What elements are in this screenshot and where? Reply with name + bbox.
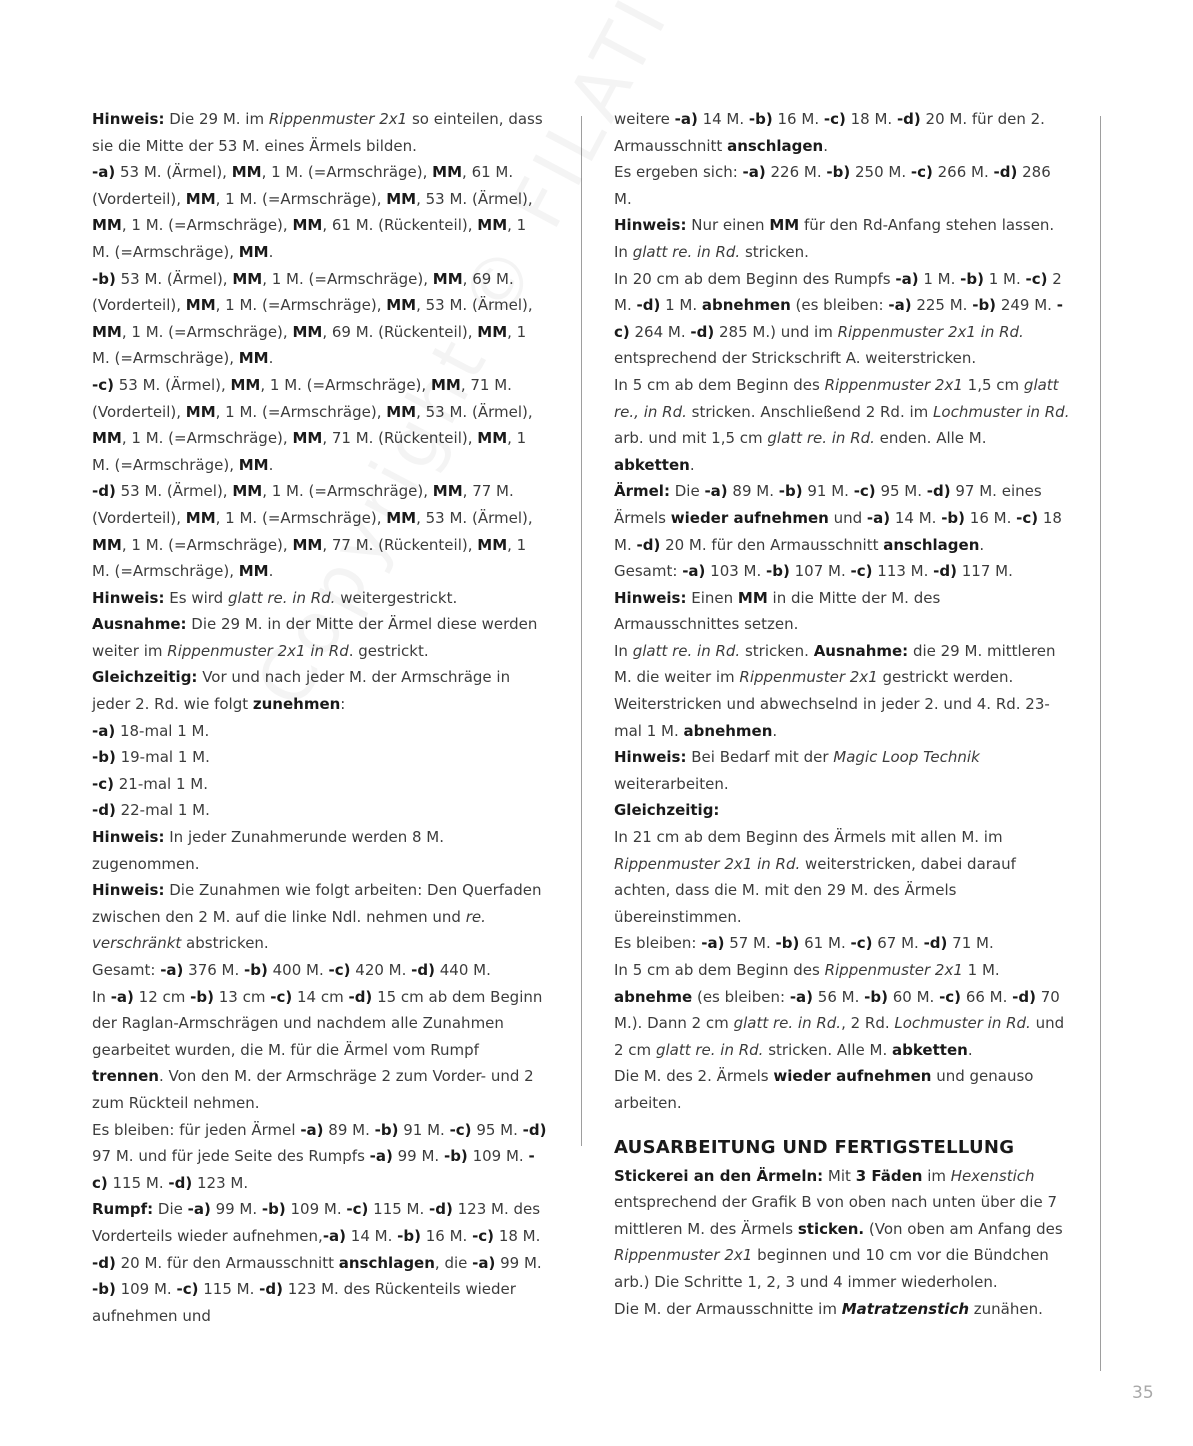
finishing-instructions xyxy=(614,1163,1070,1323)
paragraph: -a) 18-mal 1 M. xyxy=(92,721,210,740)
paragraph: -c) 53 M. (Ärmel), MM, 1 M. (=Armschräge), MM, 71 M. (Vorderteil), MM, 1 M. (=Armschräge), MM, 53 M. (Ärmel), MM, 1 M. (=Armschräge), MM, 71 M. (Rückenteil), MM, 1 M. (=Armschräge), MM. xyxy=(92,375,533,474)
instructions-continued xyxy=(614,106,1070,1117)
paragraph: Ärmel: Die -a) 89 M. -b) 91 M. -c) 95 M. -d) 97 M. eines Ärmels wieder aufnehmen und -a) 14 M. -b) 16 M. -c) 18 M. -d) 20 M. für den Armausschnitt anschlagen. xyxy=(614,482,1062,554)
paragraph: In 21 cm ab dem Beginn des Ärmels mit allen M. im Rippenmuster 2x1 in Rd. weiterstricken, dabei darauf achten, dass die M. mit den 29 M. des Ärmels übereinstimmen. xyxy=(614,828,1016,926)
paragraph: Hinweis: Nur einen MM für den Rd-Anfang stehen lassen. xyxy=(614,216,1055,235)
paragraph: -b) 19-mal 1 M. xyxy=(92,748,210,767)
column-divider xyxy=(581,116,582,1146)
right-margin-rule xyxy=(1100,116,1101,1371)
paragraph: Gleichzeitig: xyxy=(614,801,720,820)
paragraph: -d) 53 M. (Ärmel), MM, 1 M. (=Armschräge), MM, 77 M. (Vorderteil), MM, 1 M. (=Armschräge), MM, 53 M. (Ärmel), MM, 1 M. (=Armschräge), MM, 77 M. (Rückenteil), MM, 1 M. (=Armschräge), MM. xyxy=(92,482,533,581)
paragraph: Rumpf: Die -a) 99 M. -b) 109 M. -c) 115 M. -d) 123 M. des Vorderteils wieder aufnehmen,-a) 14 M. -b) 16 M. -c) 18 M. -d) 20 M. für den Armausschnitt anschlagen, die -a) 99 M. -b) 109 M. -c) 115 M. -d) 123 M. des Rückenteils wieder aufnehmen und xyxy=(92,1200,542,1325)
paragraph: Stickerei an den Ärmeln: Mit 3 Fäden im Hexenstich entsprechend der Grafik B von oben nach unten über die 7 mittleren M. des Ärmels sticken. (Von oben am Anfang des Rippenmuster 2x1 beginnen und 10 cm vor die Bündchen arb.) Die Schritte 1, 2, 3 und 4 immer wiederholen. xyxy=(614,1166,1063,1291)
right-text-column xyxy=(614,106,1070,1322)
paragraph: In glatt re. in Rd. stricken. xyxy=(614,242,809,261)
paragraph: -b) 53 M. (Ärmel), MM, 1 M. (=Armschräge), MM, 69 M. (Vorderteil), MM, 1 M. (=Armschräge), MM, 53 M. (Ärmel), MM, 1 M. (=Armschräge), MM, 69 M. (Rückenteil), MM, 1 M. (=Armschräge), MM. xyxy=(92,269,533,368)
paragraph: -d) 22-mal 1 M. xyxy=(92,801,210,820)
paragraph: Gesamt: -a) 103 M. -b) 107 M. -c) 113 M. -d) 117 M. xyxy=(614,562,1013,581)
paragraph: Es bleiben: für jeden Ärmel -a) 89 M. -b) 91 M. -c) 95 M. -d) 97 M. und für jede Seite des Rumpfs -a) 99 M. -b) 109 M. -c) 115 M. -d) 123 M. xyxy=(92,1120,547,1192)
paragraph: In 20 cm ab dem Beginn des Rumpfs -a) 1 M. -b) 1 M. -c) 2 M. -d) 1 M. abnehmen (es bleiben: -a) 225 M. -b) 249 M. -c) 264 M. -d) 285 M.) und im Rippenmuster 2x1 in Rd. entsprechend der Strickschrift A. weiterstricken. xyxy=(614,269,1063,368)
paragraph: Hinweis: Die 29 M. im Rippenmuster 2x1 so einteilen, dass sie die Mitte der 53 M. eines Ärmels bilden. xyxy=(92,110,543,155)
paragraph: weitere -a) 14 M. -b) 16 M. -c) 18 M. -d) 20 M. für den 2. Armausschnitt anschlagen. xyxy=(614,110,1045,155)
paragraph: Hinweis: Bei Bedarf mit der Magic Loop Technik weiterarbeiten. xyxy=(614,748,980,793)
paragraph: -c) 21-mal 1 M. xyxy=(92,774,209,793)
paragraph: In 5 cm ab dem Beginn des Rippenmuster 2x1 1,5 cm glatt re., in Rd. stricken. Anschließend 2 Rd. im Lochmuster in Rd. arb. und mit 1,5 cm glatt re. in Rd. enden. Alle M. abketten. xyxy=(614,375,1070,474)
paragraph: Hinweis: In jeder Zunahmerunde werden 8 M. zugenommen. xyxy=(92,828,445,873)
paragraph: Die M. des 2. Ärmels wieder aufnehmen und genauso arbeiten. xyxy=(614,1067,1034,1112)
paragraph: Es bleiben: -a) 57 M. -b) 61 M. -c) 67 M. -d) 71 M. xyxy=(614,934,994,953)
paragraph: -a) 53 M. (Ärmel), MM, 1 M. (=Armschräge), MM, 61 M. (Vorderteil), MM, 1 M. (=Armschräge), MM, 53 M. (Ärmel), MM, 1 M. (=Armschräge), MM, 61 M. (Rückenteil), MM, 1 M. (=Armschräge), MM. xyxy=(92,163,533,261)
section-heading: AUSARBEITUNG UND FERTIGSTELLUNG xyxy=(614,1136,1015,1158)
paragraph: In 5 cm ab dem Beginn des Rippenmuster 2x1 1 M. abnehme (es bleiben: -a) 56 M. -b) 60 M. -c) 66 M. -d) 70 M.). Dann 2 cm glatt re. in Rd., 2 Rd. Lochmuster in Rd. und 2 cm glatt re. in Rd. stricken. Alle M. abketten. xyxy=(614,961,1065,1059)
paragraph: Gesamt: -a) 376 M. -b) 400 M. -c) 420 M. -d) 440 M. xyxy=(92,961,491,979)
paragraph: In glatt re. in Rd. stricken. Ausnahme: die 29 M. mittleren M. die weiter im Rippenmuster 2x1 gestrickt werden. Weiterstricken und abwechselnd in jeder 2. und 4. Rd. 23-mal 1 M. abnehmen. xyxy=(614,641,1056,740)
paragraph: Die M. der Armausschnitte im Matratzenstich zunähen. xyxy=(614,1299,1043,1318)
paragraph: Hinweis: Einen MM in die Mitte der M. des Armausschnittes setzen. xyxy=(614,588,941,634)
paragraph: Hinweis: Die Zunahmen wie folgt arbeiten: Den Querfaden zwischen den 2 M. auf die linke Ndl. nehmen und re. verschränkt abstricken. xyxy=(92,881,542,953)
paragraph: In -a) 12 cm -b) 13 cm -c) 14 cm -d) 15 cm ab dem Beginn der Raglan-Armschrägen und nachdem alle Zunahmen gearbeitet wurden, die M. für die Ärmel vom Rumpf trennen. Von den M. der Armschräge 2 zum Vorder- und 2 zum Rückteil nehmen. xyxy=(92,987,543,1112)
page-number: 35 xyxy=(1132,1383,1154,1403)
paragraph: Hinweis: Es wird glatt re. in Rd. weitergestrickt. Ausnahme: Die 29 M. in der Mitte der Ärmel diese werden weiter im Rippenmuster 2x1 in Rd. gestrickt. xyxy=(92,588,538,660)
paragraph: Es ergeben sich: -a) 226 M. -b) 250 M. -c) 266 M. -d) 286 M. xyxy=(614,163,1051,208)
paragraph: Gleichzeitig: Vor und nach jeder M. der Armschräge in jeder 2. Rd. wie folgt zunehmen: xyxy=(92,668,511,714)
